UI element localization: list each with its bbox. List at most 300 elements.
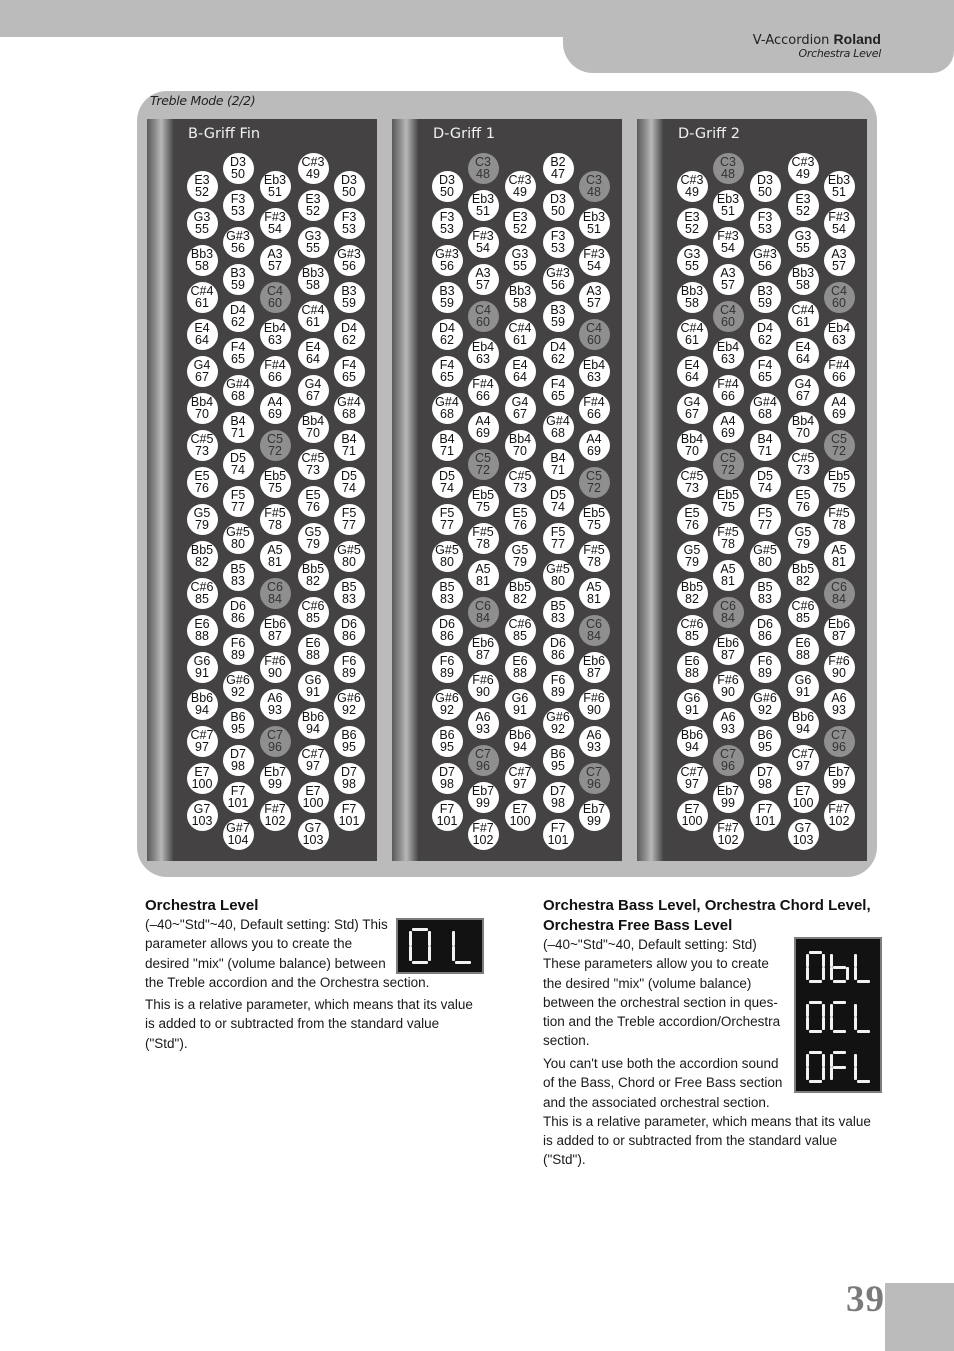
accordion-button	[298, 671, 329, 702]
note-name: C#5	[301, 451, 325, 465]
midi-number: 61	[685, 333, 699, 347]
midi-number: 62	[551, 352, 565, 366]
midi-number: 64	[796, 352, 810, 366]
note-name: A5	[475, 562, 491, 576]
accordion-button	[260, 430, 291, 461]
midi-number: 80	[231, 537, 245, 551]
midi-number: 66	[832, 370, 846, 384]
page-number-tab	[885, 1283, 954, 1351]
midi-number: 70	[796, 426, 810, 440]
midi-number: 68	[342, 407, 356, 421]
midi-number: 66	[268, 370, 282, 384]
note-name: G4	[193, 358, 211, 372]
midi-number: 57	[476, 278, 490, 292]
midi-number: 95	[342, 740, 356, 754]
lcd-segment	[409, 931, 412, 946]
note-name: G5	[683, 543, 701, 557]
accordion-button	[824, 430, 855, 461]
accordion-button	[677, 430, 708, 461]
midi-number: 50	[440, 185, 454, 199]
accordion-button	[223, 708, 254, 739]
lcd-segment	[806, 1004, 809, 1017]
note-name: G#4	[337, 395, 361, 409]
midi-number: 53	[551, 241, 565, 255]
note-name: C#7	[190, 728, 214, 742]
midi-number: 63	[832, 333, 846, 347]
midi-number: 96	[721, 759, 735, 773]
note-name: Eb4	[716, 340, 740, 354]
lcd-segment	[809, 1030, 822, 1033]
midi-number: 89	[231, 648, 245, 662]
midi-number: 100	[191, 777, 213, 791]
midi-number: 55	[796, 241, 810, 255]
note-name: G5	[511, 543, 529, 557]
note-name: A4	[267, 395, 283, 409]
note-name: E5	[305, 488, 321, 502]
accordion-button	[468, 375, 499, 406]
note-name: Eb4	[827, 321, 851, 335]
heading-line: Orchestra Free Bass Level	[543, 917, 733, 934]
note-name: F4	[757, 358, 773, 372]
lcd-segment	[809, 1001, 822, 1004]
accordion-button	[298, 634, 329, 665]
midi-number: 62	[342, 333, 356, 347]
midi-number: 101	[338, 814, 360, 828]
accordion-button	[677, 356, 708, 387]
brand-name: Roland	[833, 31, 881, 47]
text-line: section.	[543, 1033, 590, 1049]
midi-number: 82	[685, 592, 699, 606]
lcd-segment	[452, 931, 455, 946]
midi-number: 87	[832, 629, 846, 643]
lcd-segment	[806, 954, 809, 967]
midi-number: 96	[587, 777, 601, 791]
accordion-button	[788, 486, 819, 517]
text-line: These parameters allow you to create	[543, 956, 769, 972]
accordion-button	[713, 819, 744, 850]
midi-number: 103	[302, 833, 324, 847]
accordion-button	[788, 412, 819, 443]
note-name: F3	[230, 192, 246, 206]
midi-number: 79	[306, 537, 320, 551]
note-name: D7	[439, 765, 455, 779]
lcd-segment	[854, 954, 857, 967]
midi-number: 98	[551, 796, 565, 810]
midi-number: 82	[796, 574, 810, 588]
text-line: ("Std").	[145, 1035, 188, 1051]
note-name: C6	[475, 599, 491, 613]
accordion-button	[468, 412, 499, 443]
note-name: C#7	[680, 765, 704, 779]
note-name: A4	[475, 414, 491, 428]
midi-number: 67	[306, 389, 320, 403]
accordion-button	[677, 726, 708, 757]
accordion-button	[334, 282, 365, 313]
note-name: G#6	[226, 673, 250, 687]
note-name: Bb3	[508, 284, 532, 298]
lcd-segment	[822, 1067, 825, 1080]
lcd-segment	[830, 1017, 833, 1030]
accordion-button	[468, 449, 499, 480]
accordion-button	[260, 689, 291, 720]
midi-number: 90	[832, 666, 846, 680]
midi-number: 96	[832, 740, 846, 754]
note-name: D7	[550, 784, 566, 798]
midi-number: 98	[440, 777, 454, 791]
note-name: G4	[794, 377, 812, 391]
accordion-button	[713, 523, 744, 554]
accordion-button	[432, 208, 463, 239]
note-name: C#3	[680, 173, 704, 187]
midi-number: 97	[306, 759, 320, 773]
note-name: G#3	[753, 247, 777, 261]
midi-number: 74	[440, 481, 454, 495]
note-name: Eb5	[716, 488, 740, 502]
midi-number: 53	[440, 222, 454, 236]
note-name: B3	[230, 266, 246, 280]
midi-number: 101	[227, 796, 249, 810]
midi-number: 70	[685, 444, 699, 458]
note-name: A3	[586, 284, 602, 298]
note-name: G5	[193, 506, 211, 520]
accordion-button	[505, 726, 536, 757]
accordion-button	[223, 449, 254, 480]
accordion-button	[713, 412, 744, 443]
note-name: Eb6	[471, 636, 495, 650]
midi-number: 94	[195, 703, 209, 717]
accordion-button	[223, 338, 254, 369]
note-name: G#3	[435, 247, 459, 261]
accordion-button	[468, 634, 499, 665]
lcd-segment	[806, 1054, 809, 1067]
note-name: C4	[475, 303, 491, 317]
text-line: is added to or subtracted from the standard value	[145, 1016, 440, 1032]
accordion-button	[334, 356, 365, 387]
accordion-button	[543, 264, 574, 295]
midi-number: 80	[342, 555, 356, 569]
note-name: E7	[194, 765, 210, 779]
accordion-button	[543, 671, 574, 702]
midi-number: 100	[509, 814, 531, 828]
midi-number: 93	[721, 722, 735, 736]
note-name: G6	[304, 673, 322, 687]
note-name: B2	[550, 155, 566, 169]
midi-number: 59	[440, 296, 454, 310]
accordion-button	[788, 634, 819, 665]
midi-number: 65	[342, 370, 356, 384]
note-name: D5	[230, 451, 246, 465]
midi-number: 96	[268, 740, 282, 754]
note-name: E4	[795, 340, 811, 354]
midi-number: 69	[721, 426, 735, 440]
midi-number: 85	[195, 592, 209, 606]
note-name: E4	[684, 358, 700, 372]
lcd-display-ol	[396, 918, 484, 974]
accordion-button	[750, 356, 781, 387]
midi-number: 49	[513, 185, 527, 199]
accordion-button	[543, 634, 574, 665]
midi-number: 71	[231, 426, 245, 440]
midi-number: 104	[227, 833, 249, 847]
accordion-button	[579, 467, 610, 498]
note-name: B3	[550, 303, 566, 317]
note-name: Eb6	[263, 617, 287, 631]
accordion-button	[505, 578, 536, 609]
midi-number: 72	[832, 444, 846, 458]
midi-number: 60	[476, 315, 490, 329]
accordion-button	[788, 301, 819, 332]
midi-number: 87	[587, 666, 601, 680]
midi-number: 88	[306, 648, 320, 662]
accordion-button	[543, 708, 574, 739]
note-name: G3	[511, 247, 529, 261]
note-name: A4	[586, 432, 602, 446]
midi-number: 99	[268, 777, 282, 791]
accordion-button	[187, 800, 218, 831]
midi-number: 49	[796, 167, 810, 181]
accordion-button	[750, 171, 781, 202]
midi-number: 88	[195, 629, 209, 643]
lcd-segment	[822, 1054, 825, 1067]
note-name: F#5	[472, 525, 494, 539]
midi-number: 95	[440, 740, 454, 754]
accordion-button	[260, 763, 291, 794]
midi-number: 99	[832, 777, 846, 791]
note-name: F#3	[472, 229, 494, 243]
midi-number: 69	[832, 407, 846, 421]
accordion-button	[750, 800, 781, 831]
note-name: E7	[795, 784, 811, 798]
note-name: G7	[794, 821, 812, 835]
midi-number: 53	[758, 222, 772, 236]
note-name: Eb3	[471, 192, 495, 206]
accordion-button	[750, 615, 781, 646]
accordion-button	[298, 782, 329, 813]
note-name: C#4	[680, 321, 704, 335]
midi-number: 59	[342, 296, 356, 310]
accordion-button	[260, 504, 291, 535]
accordion-button	[260, 615, 291, 646]
lcd-segment	[409, 946, 412, 961]
midi-number: 55	[685, 259, 699, 273]
accordion-button	[824, 393, 855, 424]
accordion-button	[750, 393, 781, 424]
midi-number: 83	[551, 611, 565, 625]
note-name: Bb3	[680, 284, 704, 298]
midi-number: 57	[587, 296, 601, 310]
midi-number: 56	[551, 278, 565, 292]
accordion-button	[223, 375, 254, 406]
text-line: is added to or subtracted from the standard value	[543, 1133, 838, 1149]
midi-number: 60	[832, 296, 846, 310]
note-name: E4	[512, 358, 528, 372]
note-name: C4	[267, 284, 283, 298]
accordion-button	[468, 227, 499, 258]
note-name: Eb6	[827, 617, 851, 631]
midi-number: 90	[587, 703, 601, 717]
note-name: Eb7	[716, 784, 740, 798]
midi-number: 85	[796, 611, 810, 625]
accordion-button	[298, 745, 329, 776]
note-name: G7	[304, 821, 322, 835]
accordion-button	[505, 541, 536, 572]
accordion-button	[579, 652, 610, 683]
midi-number: 73	[195, 444, 209, 458]
accordion-button	[677, 652, 708, 683]
note-name: F#5	[264, 506, 286, 520]
midi-number: 99	[587, 814, 601, 828]
lcd-segment	[830, 1067, 833, 1080]
midi-number: 47	[551, 167, 565, 181]
midi-number: 58	[306, 278, 320, 292]
accordion-button	[824, 504, 855, 535]
accordion-button	[223, 523, 254, 554]
note-name: G#5	[546, 562, 570, 576]
note-name: C#6	[190, 580, 214, 594]
accordion-button	[505, 800, 536, 831]
midi-number: 65	[758, 370, 772, 384]
lcd-segment	[833, 1066, 846, 1069]
accordion-button	[505, 467, 536, 498]
note-name: C3	[720, 155, 736, 169]
accordion-button	[788, 819, 819, 850]
note-name: B5	[550, 599, 566, 613]
lcd-segment	[830, 1054, 833, 1067]
accordion-button	[750, 578, 781, 609]
midi-number: 98	[342, 777, 356, 791]
header-section-title: Orchestra Level	[798, 47, 881, 60]
note-name: Bb4	[301, 414, 325, 428]
midi-number: 58	[513, 296, 527, 310]
accordion-button	[432, 652, 463, 683]
midi-number: 61	[306, 315, 320, 329]
midi-number: 48	[476, 167, 490, 181]
note-name: G3	[794, 229, 812, 243]
midi-number: 58	[195, 259, 209, 273]
accordion-button	[260, 578, 291, 609]
midi-number: 64	[513, 370, 527, 384]
note-name: A3	[475, 266, 491, 280]
midi-number: 52	[796, 204, 810, 218]
accordion-button	[223, 819, 254, 850]
accordion-button	[543, 153, 574, 184]
lcd-segment	[809, 951, 822, 954]
midi-number: 86	[231, 611, 245, 625]
midi-number: 77	[551, 537, 565, 551]
note-name: F#3	[828, 210, 850, 224]
accordion-button	[677, 245, 708, 276]
lcd-segment	[809, 1080, 822, 1083]
midi-number: 81	[832, 555, 846, 569]
accordion-button	[824, 689, 855, 720]
note-name: A5	[831, 543, 847, 557]
note-name: C#6	[301, 599, 325, 613]
midi-number: 74	[551, 500, 565, 514]
midi-number: 91	[685, 703, 699, 717]
accordion-button	[334, 430, 365, 461]
accordion-button	[432, 430, 463, 461]
midi-number: 51	[587, 222, 601, 236]
note-name: G#6	[753, 691, 777, 705]
panel-edge-strip	[147, 119, 173, 861]
accordion-button	[468, 264, 499, 295]
note-name: F#5	[583, 543, 605, 557]
lcd-segment	[833, 1001, 846, 1004]
midi-number: 72	[268, 444, 282, 458]
midi-number: 71	[440, 444, 454, 458]
note-name: E6	[194, 617, 210, 631]
midi-number: 60	[721, 315, 735, 329]
note-name: F#4	[472, 377, 494, 391]
midi-number: 97	[513, 777, 527, 791]
note-name: F5	[757, 506, 773, 520]
text-line: You can't use both the accordion sound	[543, 1056, 779, 1071]
note-name: E5	[512, 506, 528, 520]
accordion-button	[543, 819, 574, 850]
midi-number: 57	[721, 278, 735, 292]
accordion-button	[713, 782, 744, 813]
note-name: C#3	[301, 155, 325, 169]
accordion-button	[298, 227, 329, 258]
note-name: G3	[193, 210, 211, 224]
note-name: B4	[230, 414, 246, 428]
note-name: E3	[305, 192, 321, 206]
note-name: D5	[341, 469, 357, 483]
lcd-segment	[822, 1017, 825, 1030]
note-name: G3	[304, 229, 322, 243]
accordion-button	[824, 171, 855, 202]
midi-number: 87	[268, 629, 282, 643]
note-name: C6	[586, 617, 602, 631]
note-name: A6	[586, 728, 602, 742]
midi-number: 75	[476, 500, 490, 514]
accordion-button	[579, 800, 610, 831]
note-name: E3	[684, 210, 700, 224]
midi-number: 90	[268, 666, 282, 680]
section-right-intro	[543, 935, 780, 1051]
midi-number: 60	[268, 296, 282, 310]
midi-number: 102	[264, 814, 286, 828]
midi-number: 54	[476, 241, 490, 255]
midi-number: 69	[476, 426, 490, 440]
accordion-button	[505, 615, 536, 646]
note-name: Bb4	[508, 432, 532, 446]
midi-number: 101	[436, 814, 458, 828]
midi-number: 53	[342, 222, 356, 236]
accordion-button	[788, 523, 819, 554]
note-name: F5	[230, 488, 246, 502]
midi-number: 71	[758, 444, 772, 458]
note-name: E3	[512, 210, 528, 224]
midi-number: 51	[832, 185, 846, 199]
midi-number: 67	[796, 389, 810, 403]
note-name: A6	[831, 691, 847, 705]
midi-number: 93	[268, 703, 282, 717]
accordion-button	[543, 523, 574, 554]
midi-number: 70	[513, 444, 527, 458]
midi-number: 80	[551, 574, 565, 588]
note-name: F#4	[828, 358, 850, 372]
midi-number: 56	[231, 241, 245, 255]
note-name: C7	[267, 728, 283, 742]
note-name: Eb3	[827, 173, 851, 187]
note-name: G#6	[435, 691, 459, 705]
accordion-button	[543, 597, 574, 628]
accordion-button	[543, 227, 574, 258]
section-heading-orchestra-level: Orchestra Level	[145, 897, 259, 914]
accordion-button	[824, 541, 855, 572]
note-name: Bb5	[680, 580, 704, 594]
